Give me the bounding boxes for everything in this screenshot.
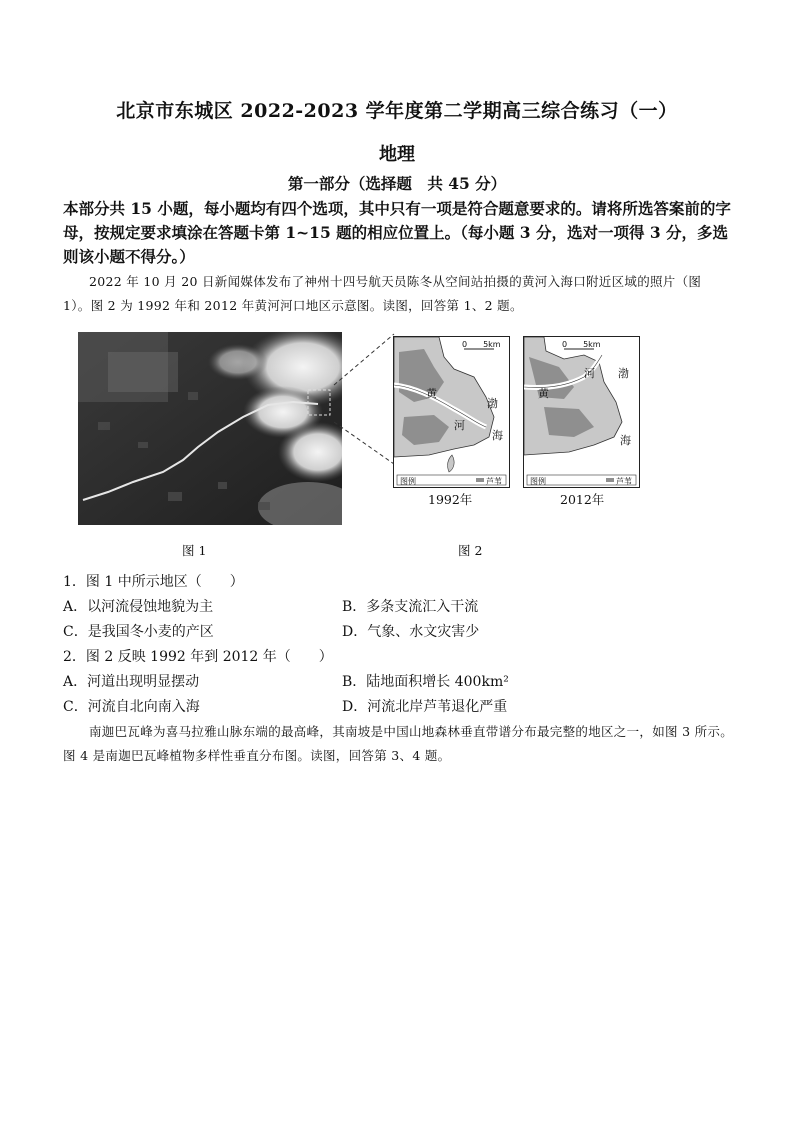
question-2-option-d: D．河流北岸芦苇退化严重 [342, 699, 508, 715]
map-1992-sea-2: 海 [492, 429, 503, 442]
exam-title: 北京市东城区 2022-2023 学年度第二学期高三综合练习（一） [116, 100, 678, 122]
map-2012 [523, 336, 640, 488]
satellite-photo-graphic [78, 332, 342, 525]
question-1-option-a: A．以河流侵蚀地貌为主 [63, 599, 214, 615]
question-2-option-c: C．河流自北向南入海 [63, 699, 200, 715]
map-2012-scale: 0 5km [562, 340, 601, 349]
map-2012-legend-item: 芦苇 [616, 477, 632, 486]
question-1-stem: 1．图 1 中所示地区（ ） [63, 574, 244, 590]
question-1-option-c: C．是我国冬小麦的产区 [63, 624, 214, 640]
question-1-option-d: D．气象、水文灾害少 [342, 624, 480, 640]
map-2012-legend: 图例 [530, 477, 546, 486]
map-1992-graphic [394, 337, 509, 487]
question-1-option-b: B．多条支流汇入干流 [342, 599, 479, 615]
map-2012-river-2: 河 [584, 367, 595, 380]
map-2012-sea-1: 渤 [618, 367, 629, 380]
question-2-option-a: A．河道出现明显摆动 [63, 674, 200, 690]
zoom-connector-lines [330, 330, 400, 470]
passage-1: 2022 年 10 月 20 日新闻媒体发布了神州十四号航天员陈冬从空间站拍摄的黄河入海口附近区域的照片（图 1）。图 2 为 1992 年和 2012 年黄河河口地区示意图。读图，回答第 1、2 题。 [63, 274, 702, 313]
passage-2: 南迦巴瓦峰为喜马拉雅山脉东端的最高峰，其南坡是中国山地森林垂直带谱分布最完整的地区之一，如图 3 所示。图 4 是南迦巴瓦峰植物多样性垂直分布图。读图，回答第 3、4 题。 [63, 724, 734, 763]
map-1992-legend-item: 芦苇 [486, 477, 502, 486]
map-2012-graphic [524, 337, 639, 487]
map-1992-sea-1: 渤 [487, 397, 498, 410]
subject-title: 地理 [379, 144, 415, 165]
satellite-photo [78, 332, 342, 525]
question-2-option-b: B．陆地面积增长 400km² [342, 674, 509, 690]
map-2012-year: 2012年 [560, 492, 605, 507]
map-1992-scale: 0 5km [462, 340, 501, 349]
map-2012-river-1: 黄 [538, 387, 549, 400]
map-1992-river-2: 河 [454, 419, 465, 432]
part-heading: 第一部分（选择题 共 45 分） [287, 174, 507, 193]
fig1-caption: 图 1 [182, 543, 207, 558]
map-1992-legend: 图例 [400, 477, 416, 486]
question-2-stem: 2．图 2 反映 1992 年到 2012 年（ ） [63, 649, 333, 665]
fig2-caption: 图 2 [458, 543, 483, 558]
instructions: 本部分共 15 小题，每小题均有四个选项，其中只有一项是符合题意要求的。请将所选答案前的字母，按规定要求填涂在答题卡第 1~15 题的相应位置上。（每小题 3 分，选对一项得 3 分，多选则该小题不得分。） [63, 199, 731, 266]
map-1992-river-1: 黄 [426, 387, 437, 400]
map-2012-sea-2: 海 [620, 434, 631, 447]
map-1992-year: 1992年 [428, 492, 473, 507]
map-1992 [393, 336, 510, 488]
